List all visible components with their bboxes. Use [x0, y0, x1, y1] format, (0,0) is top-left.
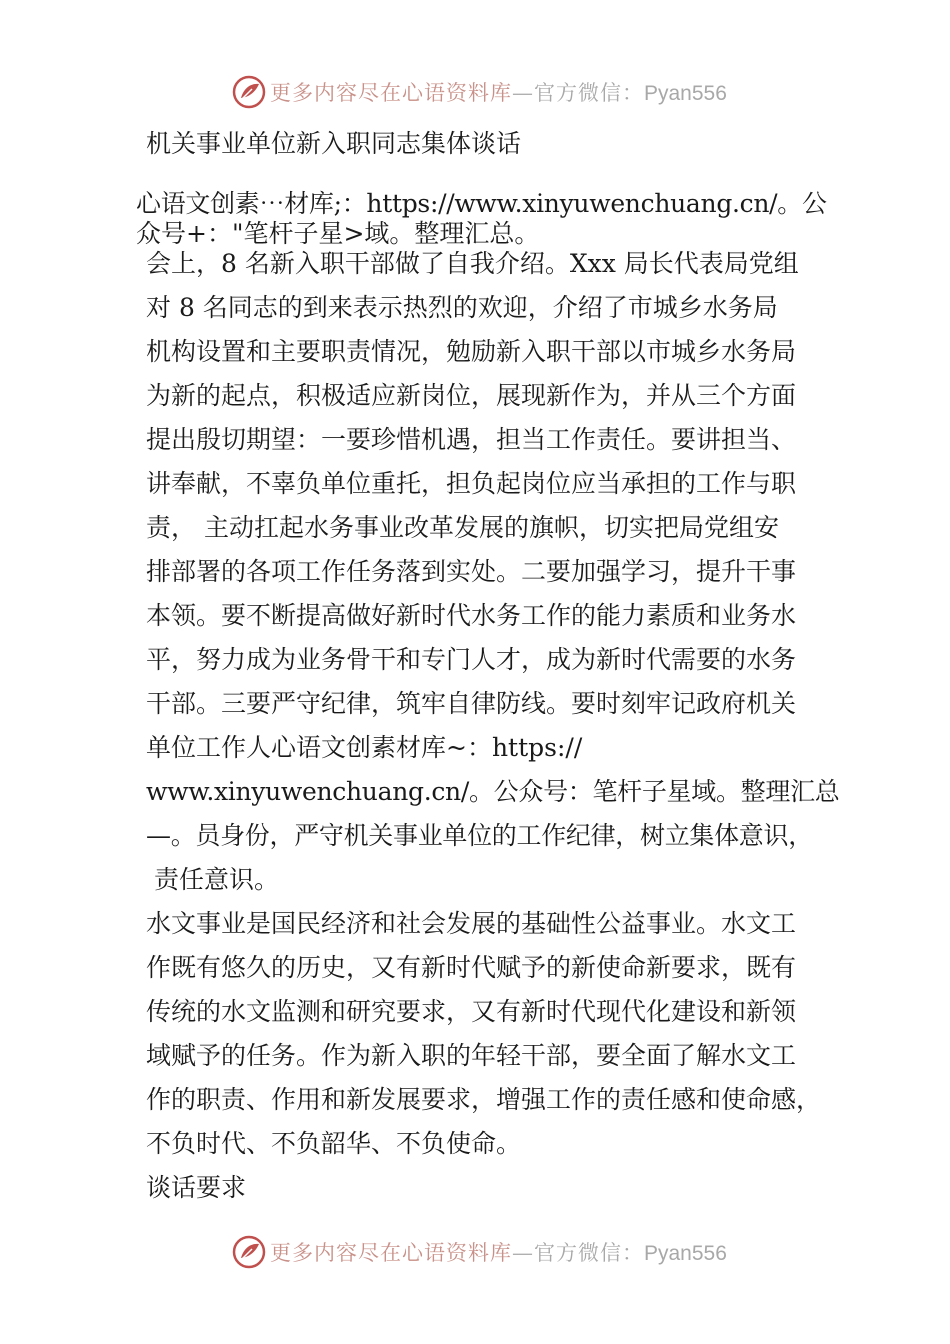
body-line: www.xinyuwenchuang.cn/。公众号：笔杆子星域。整理汇总 — [146, 777, 840, 806]
body-line: 责， 主动扛起水务事业改革发展的旗帜，切实把局党组安 — [146, 513, 779, 542]
body-line: 机构设置和主要职责情况，勉励新入职干部以市城乡水务局 — [146, 337, 797, 366]
watermark-wechat-id: Pyan556 — [644, 82, 727, 105]
leaf-logo-icon — [232, 1235, 266, 1269]
body-line: 作既有悠久的历史，又有新时代赋予的新使命新要求，既有 — [146, 953, 797, 982]
body-line: 心语文创素⋯材库;：https://www.xinyuwenchuang.cn/。公 — [136, 189, 827, 218]
body-line: 水文事业是国民经济和社会发展的基础性公益事业。水文工 — [146, 909, 797, 938]
body-line: 本领。要不断提高做好新时代水务工作的能力素质和业务水 — [146, 601, 797, 630]
section-heading: 谈话要求 — [146, 1173, 247, 1202]
watermark-text — [270, 1237, 727, 1267]
document-title: 机关事业单位新入职同志集体谈话 — [146, 129, 522, 158]
body-line: 会上，8 名新入职干部做了自我介绍。Xxx 局长代表局党组 — [146, 249, 799, 278]
body-line: 不负时代、不负韶华、不负使命。 — [146, 1129, 522, 1158]
body-line: 单位工作人心语文创素材库~：https:// — [146, 733, 583, 762]
body-line: 传统的水文监测和研究要求，又有新时代现代化建设和新领 — [146, 997, 797, 1026]
body-line: 为新的起点，积极适应新岗位，展现新作为，并从三个方面 — [146, 381, 797, 410]
leaf-logo-icon — [232, 75, 266, 109]
watermark-dash: — — [512, 1241, 534, 1265]
body-line: 排部署的各项工作任务落到实处。二要加强学习，提升干事 — [146, 557, 797, 586]
body-line: 对 8 名同志的到来表示热烈的欢迎，介绍了市城乡水务局 — [146, 293, 778, 322]
watermark-brand: 更多内容尽在心语资料库 — [270, 1241, 512, 1265]
body-line: 责任意识。 — [146, 865, 279, 894]
watermark-brand: 更多内容尽在心语资料库 — [270, 81, 512, 105]
body-line: 众号+："笔杆子星>域。整理汇总。 — [136, 219, 540, 248]
watermark-wechat-id: Pyan556 — [644, 1242, 727, 1265]
body-line: 平，努力成为业务骨干和专门人才，成为新时代需要的水务 — [146, 645, 797, 674]
body-line: 域赋予的任务。作为新入职的年轻干部，要全面了解水文工 — [146, 1041, 797, 1070]
watermark-text — [270, 77, 727, 107]
body-line: 作的职责、作用和新发展要求，增强工作的责任感和使命感， — [146, 1085, 822, 1114]
body-line: —。员身份，严守机关事业单位的工作纪律，树立集体意识， — [146, 821, 813, 850]
footer-watermark — [232, 1232, 752, 1272]
header-watermark — [232, 72, 752, 112]
watermark-dash: — — [512, 81, 534, 105]
body-line: 提出殷切期望：一要珍惜机遇，担当工作责任。要讲担当、 — [146, 425, 797, 454]
watermark-channel: 官方微信： — [534, 81, 644, 105]
body-line: 讲奉献，不辜负单位重托，担负起岗位应当承担的工作与职 — [146, 469, 797, 498]
body-line: 干部。三要严守纪律，筑牢自律防线。要时刻牢记政府机关 — [146, 689, 797, 718]
watermark-channel: 官方微信： — [534, 1241, 644, 1265]
